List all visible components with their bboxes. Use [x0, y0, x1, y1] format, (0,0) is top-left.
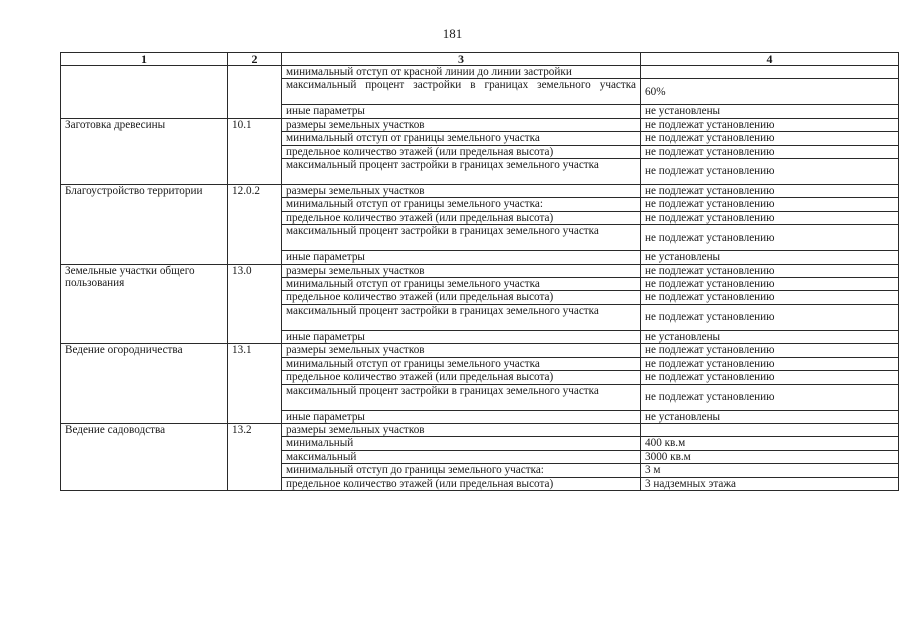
- parameter-cell: размеры земельных участков: [282, 185, 641, 198]
- parameter-cell: максимальный процент застройки в границах земельного участка: [282, 79, 641, 105]
- table-row: [61, 118, 899, 131]
- use-type-cell: Земельные участки общего пользования: [61, 264, 228, 344]
- value-cell: не подлежат установлению: [641, 384, 899, 410]
- value-cell: 3 м: [641, 464, 899, 477]
- code-cell: 12.0.2: [228, 185, 282, 265]
- parameter-cell: максимальный процент застройки в границах земельного участка: [282, 304, 641, 330]
- parameter-cell: размеры земельных участков: [282, 264, 641, 277]
- value-cell: не подлежат установлению: [641, 357, 899, 370]
- parameter-cell: иные параметры: [282, 410, 641, 423]
- value-cell: 400 кв.м: [641, 437, 899, 450]
- code-cell: 13.0: [228, 264, 282, 344]
- parameter-cell: минимальный отступ от красной линии до линии застройки: [282, 66, 641, 79]
- table-row: [61, 423, 899, 436]
- use-type-cell: [61, 66, 228, 119]
- parameter-cell: минимальный отступ от границы земельного участка: [282, 357, 641, 370]
- parameter-cell: размеры земельных участков: [282, 118, 641, 131]
- value-cell: не подлежат установлению: [641, 264, 899, 277]
- code-cell: [228, 66, 282, 119]
- use-type-cell: Заготовка древесины: [61, 118, 228, 184]
- parameter-cell: минимальный: [282, 437, 641, 450]
- parameter-cell: минимальный отступ от границы земельного участка: [282, 278, 641, 291]
- code-cell: 10.1: [228, 118, 282, 184]
- table-row: [61, 344, 899, 357]
- land-use-parameters-table: [60, 52, 899, 491]
- parameter-cell: минимальный отступ до границы земельного участка:: [282, 464, 641, 477]
- value-cell: не установлены: [641, 251, 899, 264]
- page-number: 181: [442, 26, 463, 41]
- code-cell: 13.2: [228, 423, 282, 490]
- parameter-cell: предельное количество этажей (или предельная высота): [282, 291, 641, 304]
- use-type-cell: Ведение огородничества: [61, 344, 228, 424]
- value-cell: 60%: [641, 79, 899, 105]
- value-cell: не подлежат установлению: [641, 344, 899, 357]
- table-row: [61, 185, 899, 198]
- header-col-2: 2: [228, 53, 282, 66]
- value-cell: не подлежат установлению: [641, 291, 899, 304]
- value-cell: не подлежат установлению: [641, 225, 899, 251]
- parameter-cell: иные параметры: [282, 251, 641, 264]
- parameter-cell: минимальный отступ от границы земельного участка: [282, 132, 641, 145]
- use-type-cell: Ведение садоводства: [61, 423, 228, 490]
- value-cell: не подлежат установлению: [641, 371, 899, 384]
- value-cell: не подлежат установлению: [641, 145, 899, 158]
- use-type-cell: Благоустройство территории: [61, 185, 228, 265]
- parameter-cell: предельное количество этажей (или предельная высота): [282, 371, 641, 384]
- value-cell: не установлены: [641, 330, 899, 343]
- parameter-cell: иные параметры: [282, 105, 641, 118]
- parameter-cell: предельное количество этажей (или предельная высота): [282, 477, 641, 490]
- value-cell: не подлежат установлению: [641, 185, 899, 198]
- value-cell: не подлежат установлению: [641, 198, 899, 211]
- table-row: [61, 264, 899, 277]
- value-cell: не подлежат установлению: [641, 211, 899, 224]
- header-col-3: 3: [282, 53, 641, 66]
- parameter-cell: предельное количество этажей (или предельная высота): [282, 211, 641, 224]
- parameter-cell: максимальный процент застройки в границах земельного участка: [282, 384, 641, 410]
- value-cell: не подлежат установлению: [641, 159, 899, 185]
- value-cell: не подлежат установлению: [641, 132, 899, 145]
- value-cell: 3 надземных этажа: [641, 477, 899, 490]
- header-col-4: 4: [641, 53, 899, 66]
- parameter-cell: максимальный: [282, 450, 641, 463]
- value-cell: [641, 423, 899, 436]
- code-cell: 13.1: [228, 344, 282, 424]
- header-col-1: 1: [61, 53, 228, 66]
- header-row: [61, 53, 899, 66]
- parameter-cell: максимальный процент застройки в границах земельного участка: [282, 225, 641, 251]
- parameter-cell: минимальный отступ от границы земельного участка:: [282, 198, 641, 211]
- parameter-cell: предельное количество этажей (или предельная высота): [282, 145, 641, 158]
- parameter-cell: максимальный процент застройки в границах земельного участка: [282, 159, 641, 185]
- parameter-cell: размеры земельных участков: [282, 344, 641, 357]
- value-cell: 3000 кв.м: [641, 450, 899, 463]
- value-cell: не установлены: [641, 105, 899, 118]
- value-cell: не подлежат установлению: [641, 118, 899, 131]
- value-cell: не подлежат установлению: [641, 278, 899, 291]
- parameter-cell: размеры земельных участков: [282, 423, 641, 436]
- parameter-cell: иные параметры: [282, 330, 641, 343]
- value-cell: не подлежат установлению: [641, 304, 899, 330]
- value-cell: не установлены: [641, 410, 899, 423]
- value-cell: [641, 66, 899, 79]
- table-row: [61, 66, 899, 79]
